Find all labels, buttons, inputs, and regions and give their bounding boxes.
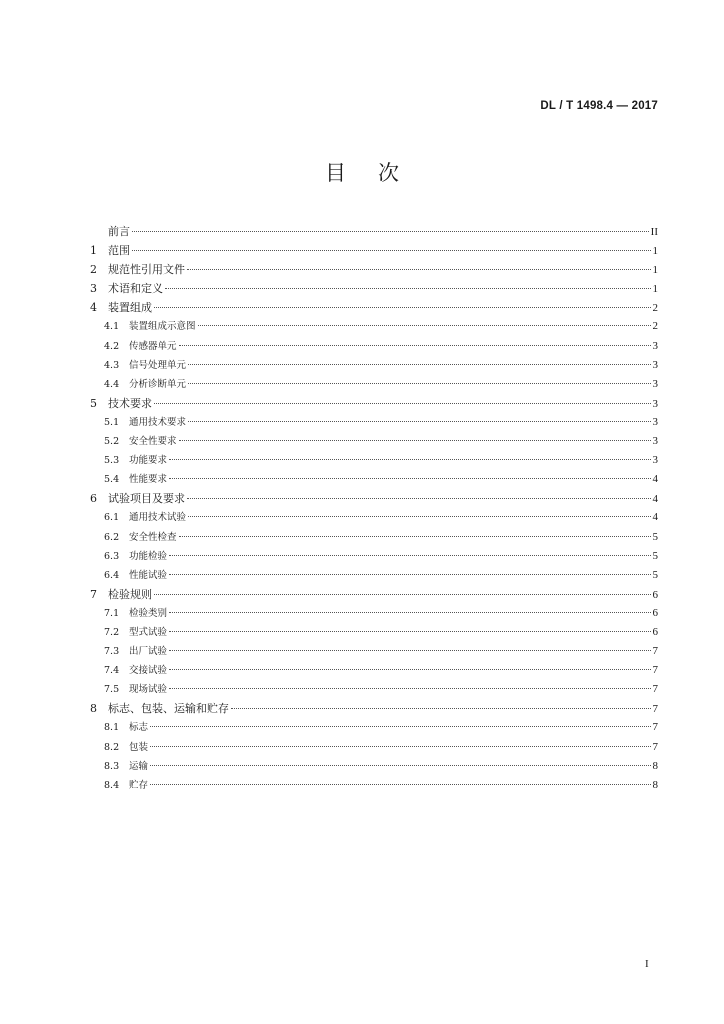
toc-entry-page: 7 xyxy=(652,740,658,753)
dot-leader xyxy=(154,403,651,404)
dot-leader xyxy=(188,421,650,422)
dot-leader xyxy=(132,250,651,251)
dot-leader xyxy=(150,784,650,785)
toc-entry-page: 5 xyxy=(652,530,658,543)
dot-leader xyxy=(169,574,650,575)
toc-entry-page: 2 xyxy=(652,320,658,333)
dot-leader xyxy=(150,746,650,747)
toc-entry[interactable] xyxy=(90,776,658,795)
toc-entry-number: 4.4 xyxy=(104,378,120,390)
toc-entry[interactable] xyxy=(90,699,658,718)
toc-entry-label: 通用技术试验 xyxy=(129,512,187,524)
toc-entry-label: 分析诊断单元 xyxy=(129,378,187,390)
toc-entry-label: 交接试验 xyxy=(129,665,168,677)
dot-leader xyxy=(150,726,650,727)
toc-entry-page: 5 xyxy=(652,549,658,562)
toc-entry-number: 3 xyxy=(90,282,97,296)
toc-entry[interactable] xyxy=(90,642,658,661)
toc-entry-label: 性能试验 xyxy=(129,569,168,581)
toc-entry-label: 性能要求 xyxy=(129,474,168,486)
toc-entry[interactable] xyxy=(90,451,658,470)
toc-entry-label: 传感器单元 xyxy=(129,340,177,352)
dot-leader xyxy=(169,669,650,670)
page-folio: I xyxy=(645,958,649,970)
toc-entry[interactable] xyxy=(90,757,658,776)
toc-entry-page: 3 xyxy=(652,377,658,390)
toc-entry-number: 4 xyxy=(90,301,97,315)
toc-entry-label: 装置组成 xyxy=(108,301,152,315)
toc-entry[interactable] xyxy=(90,738,658,757)
toc-entry[interactable] xyxy=(90,317,658,336)
toc-entry-label: 贮存 xyxy=(129,779,149,791)
table-of-contents xyxy=(90,222,658,795)
toc-entry[interactable] xyxy=(90,680,658,699)
dot-leader xyxy=(198,325,651,326)
toc-entry-page: 4 xyxy=(652,473,658,486)
toc-entry-page: 4 xyxy=(652,493,658,506)
toc-entry-number: 6.2 xyxy=(104,531,120,543)
dot-leader xyxy=(187,498,651,499)
toc-entry-page: 1 xyxy=(652,264,658,277)
toc-entry-page: 3 xyxy=(652,454,658,467)
toc-entry-page: 3 xyxy=(652,397,658,410)
standard-code: DL / T 1498.4 — 2017 xyxy=(540,100,658,112)
dot-leader xyxy=(154,307,651,308)
toc-entry-number: 7.4 xyxy=(104,665,120,677)
page-title: 目次 xyxy=(325,161,431,185)
toc-entry-label: 标志、包装、运输和贮存 xyxy=(108,702,229,716)
toc-entry-number: 7.2 xyxy=(104,626,120,638)
toc-entry-page: 3 xyxy=(652,415,658,428)
toc-entry[interactable] xyxy=(90,604,658,623)
toc-entry-label: 型式试验 xyxy=(129,626,168,638)
toc-entry-page: 8 xyxy=(652,759,658,772)
toc-entry[interactable] xyxy=(90,547,658,566)
toc-entry-label: 规范性引用文件 xyxy=(108,263,185,277)
toc-entry-page: 6 xyxy=(652,588,658,601)
toc-entry-page: 5 xyxy=(652,568,658,581)
toc-entry-number: 5.1 xyxy=(104,416,120,428)
toc-entry-page: 7 xyxy=(652,703,658,716)
toc-entry-number: 5.3 xyxy=(104,455,120,467)
toc-entry-number: 2 xyxy=(90,263,97,277)
toc-entry[interactable] xyxy=(90,470,658,489)
toc-entry-number: 5.2 xyxy=(104,436,120,448)
dot-leader xyxy=(188,383,650,384)
toc-entry-label: 前言 xyxy=(108,225,130,238)
toc-entry-label: 范围 xyxy=(108,244,130,258)
dot-leader xyxy=(132,231,649,232)
toc-entry-label: 包装 xyxy=(129,741,149,753)
toc-entry-page: 7 xyxy=(652,664,658,677)
toc-entry[interactable] xyxy=(90,528,658,547)
toc-entry-number: 7.5 xyxy=(104,684,120,696)
dot-leader xyxy=(165,288,651,289)
toc-entry-number: 4.2 xyxy=(104,340,120,352)
dot-leader xyxy=(154,594,651,595)
toc-entry-number: 8.4 xyxy=(104,779,120,791)
dot-leader xyxy=(169,459,650,460)
toc-entry-page: 4 xyxy=(652,511,658,524)
toc-entry[interactable] xyxy=(90,222,658,241)
toc-entry-page: 8 xyxy=(652,778,658,791)
toc-entry[interactable] xyxy=(90,432,658,451)
toc-entry-page: 2 xyxy=(652,302,658,315)
dot-leader xyxy=(169,688,650,689)
toc-entry-label: 术语和定义 xyxy=(108,282,163,296)
toc-entry[interactable] xyxy=(90,508,658,527)
toc-entry[interactable] xyxy=(90,298,658,317)
toc-entry-number: 8.2 xyxy=(104,741,120,753)
toc-entry-number: 1 xyxy=(90,244,97,258)
toc-entry-number: 8.1 xyxy=(104,722,120,734)
dot-leader xyxy=(179,345,651,346)
dot-leader xyxy=(179,536,651,537)
toc-entry[interactable] xyxy=(90,337,658,356)
toc-entry-page: 1 xyxy=(652,283,658,296)
toc-entry-label: 功能要求 xyxy=(129,455,168,467)
toc-entry-page: 7 xyxy=(652,645,658,658)
toc-entry-label: 现场试验 xyxy=(129,684,168,696)
dot-leader xyxy=(188,364,650,365)
toc-entry-page: II xyxy=(650,226,658,238)
toc-entry[interactable] xyxy=(90,585,658,604)
dot-leader xyxy=(169,650,650,651)
toc-entry-page: 7 xyxy=(652,721,658,734)
toc-entry-number: 7.3 xyxy=(104,646,120,658)
toc-entry[interactable] xyxy=(90,356,658,375)
toc-entry-label: 检验规则 xyxy=(108,587,152,601)
toc-entry[interactable] xyxy=(90,394,658,413)
toc-entry-label: 出厂试验 xyxy=(129,646,168,658)
dot-leader xyxy=(169,555,650,556)
dot-leader xyxy=(169,631,650,632)
toc-entry-number: 4.1 xyxy=(104,321,120,333)
toc-entry-page: 6 xyxy=(652,625,658,638)
toc-entry-number: 7 xyxy=(90,587,97,601)
toc-entry-page: 3 xyxy=(652,435,658,448)
toc-entry-number: 6.4 xyxy=(104,569,120,581)
toc-entry-page: 3 xyxy=(652,358,658,371)
toc-entry-number: 5.4 xyxy=(104,474,120,486)
toc-entry-number: 4.3 xyxy=(104,359,120,371)
toc-entry-number: 5 xyxy=(90,396,97,410)
toc-entry[interactable] xyxy=(90,413,658,432)
dot-leader xyxy=(169,612,650,613)
toc-entry[interactable] xyxy=(90,375,658,394)
toc-entry-page: 1 xyxy=(652,245,658,258)
toc-entry-number: 8 xyxy=(90,702,97,716)
toc-entry-number: 6 xyxy=(90,492,97,506)
toc-entry-number: 6.3 xyxy=(104,550,120,562)
toc-entry[interactable] xyxy=(90,718,658,737)
toc-entry-page: 3 xyxy=(652,339,658,352)
toc-entry[interactable] xyxy=(90,260,658,279)
toc-entry-number: 7.1 xyxy=(104,607,120,619)
toc-entry-label: 运输 xyxy=(129,760,149,772)
dot-leader xyxy=(169,478,650,479)
toc-entry-label: 安全性要求 xyxy=(129,436,177,448)
toc-entry-label: 功能检验 xyxy=(129,550,168,562)
dot-leader xyxy=(231,708,651,709)
toc-entry-label: 标志 xyxy=(129,722,149,734)
toc-entry-label: 技术要求 xyxy=(108,396,152,410)
toc-entry[interactable] xyxy=(90,661,658,680)
toc-entry-number: 8.3 xyxy=(104,760,120,772)
dot-leader xyxy=(150,765,650,766)
dot-leader xyxy=(188,516,650,517)
toc-entry-label: 试验项目及要求 xyxy=(108,492,185,506)
toc-entry-label: 检验类别 xyxy=(129,607,168,619)
dot-leader xyxy=(187,269,651,270)
dot-leader xyxy=(179,440,651,441)
toc-entry-label: 装置组成示意图 xyxy=(129,321,196,333)
toc-entry-label: 通用技术要求 xyxy=(129,416,187,428)
toc-entry-page: 6 xyxy=(652,606,658,619)
toc-entry[interactable] xyxy=(90,241,658,260)
toc-entry[interactable] xyxy=(90,623,658,642)
toc-entry-number: 6.1 xyxy=(104,512,120,524)
toc-entry[interactable] xyxy=(90,279,658,298)
toc-entry-label: 信号处理单元 xyxy=(129,359,187,371)
toc-entry-label: 安全性检查 xyxy=(129,531,177,543)
toc-entry-page: 7 xyxy=(652,683,658,696)
toc-entry[interactable] xyxy=(90,489,658,508)
toc-entry[interactable] xyxy=(90,566,658,585)
